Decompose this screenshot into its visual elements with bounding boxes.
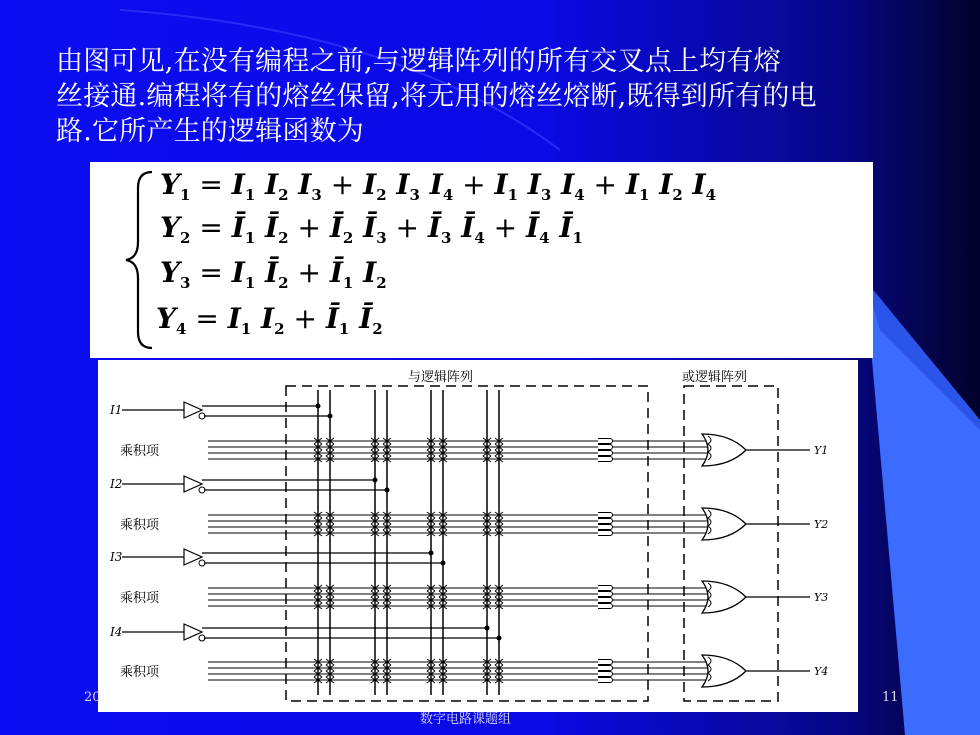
- output-label: Y2: [814, 518, 829, 531]
- fuse-loop: [598, 439, 613, 444]
- fuse-loop: [598, 592, 613, 597]
- or-array-box: [684, 386, 778, 701]
- or-gate-icon: [702, 434, 746, 466]
- product-term-label: 乘积项: [120, 518, 160, 533]
- fuse-loop: [598, 525, 613, 530]
- fuse-loop: [598, 513, 613, 518]
- output-label: Y1: [814, 444, 829, 457]
- fuse-loop: [598, 672, 613, 677]
- and-array-label: 与逻辑阵列: [408, 370, 474, 385]
- pla-circuit-figure: [98, 360, 858, 712]
- paragraph-line-1: 由图可见,在没有编程之前,与逻辑阵列的所有交叉点上均有熔: [56, 46, 781, 77]
- footer-date: 20: [84, 690, 101, 705]
- or-gate-icon: [702, 655, 746, 687]
- fuse-loop: [598, 451, 613, 456]
- junction-dot: [328, 414, 333, 419]
- input-label: I4: [110, 625, 123, 639]
- paragraph-line-2: 丝接通.编程将有的熔丝保留,将无用的熔丝熔断,既得到所有的电: [56, 81, 817, 112]
- footer-course-name: 数字电路课题组: [420, 712, 512, 727]
- fuse-loop: [598, 598, 613, 603]
- fuse-loop: [598, 660, 613, 665]
- equations-figure: [90, 162, 873, 358]
- product-term-label: 乘积项: [120, 444, 160, 459]
- junction-dot: [373, 478, 378, 483]
- junction-dot: [441, 561, 446, 566]
- input-label: I3: [110, 550, 123, 564]
- junction-dot: [385, 488, 390, 493]
- or-array-label: 或逻辑阵列: [682, 370, 748, 385]
- svg-text:Y1 = I1 I2 I3 + I2 I3 I4 + I1: $Y_1 = I_1$ $I_2$ $I_3 + I_2$ $I_3$ $I_4 + I_1$ $I_3$ $I_4 + I_1$ $I_2$ $I_4$: [160, 168, 717, 204]
- input-label: I1: [110, 403, 123, 417]
- svg-text:Y4 = I1 I2 + Ī1 Ī2: $Y_4 = I_1$ $I_2$ + $Ī_1$ $Ī_2$: [156, 302, 383, 338]
- fuse-loop: [598, 519, 613, 524]
- product-term-label: 乘积项: [120, 665, 160, 680]
- fuse-loop: [598, 666, 613, 671]
- svg-text:Y3 = I1 Ī2 + Ī1 I2: $Y_3 = I_1$ $Ī_2$ + $Ī_1$ $I_2$: [160, 256, 387, 292]
- and-array-box: [286, 386, 648, 701]
- body-paragraph: [56, 44, 956, 149]
- junction-dot: [497, 636, 502, 641]
- equations-image: [90, 162, 873, 358]
- junction-dot: [485, 626, 490, 631]
- svg-text:Y2 = Ī1 Ī2 + Ī2 Ī3 + Ī3 Ī4 + Ī: $Y_2$ = $Ī_1$ $Ī_2$ + $Ī_2$ $Ī_3$ + $Ī_3$ $Ī_4$ + $Ī_4$ $Ī_1$: [160, 211, 583, 247]
- junction-dot: [429, 551, 434, 556]
- or-gate-icon: [702, 581, 746, 613]
- or-gate-icon: [702, 508, 746, 540]
- pla-diagram: [98, 360, 858, 712]
- output-label: Y4: [814, 665, 829, 678]
- fuse-loop: [598, 586, 613, 591]
- paragraph-line-3: 路.它所产生的逻辑函数为: [56, 116, 364, 147]
- junction-dot: [316, 404, 321, 409]
- fuse-loop: [598, 604, 613, 609]
- input-label: I2: [110, 477, 123, 491]
- product-term-label: 乘积项: [120, 591, 160, 606]
- footer-page-number: 11: [882, 690, 899, 705]
- fuse-loop: [598, 457, 613, 462]
- fuse-loop: [598, 445, 613, 450]
- output-label: Y3: [814, 591, 829, 604]
- fuse-loop: [598, 678, 613, 683]
- fuse-loop: [598, 531, 613, 536]
